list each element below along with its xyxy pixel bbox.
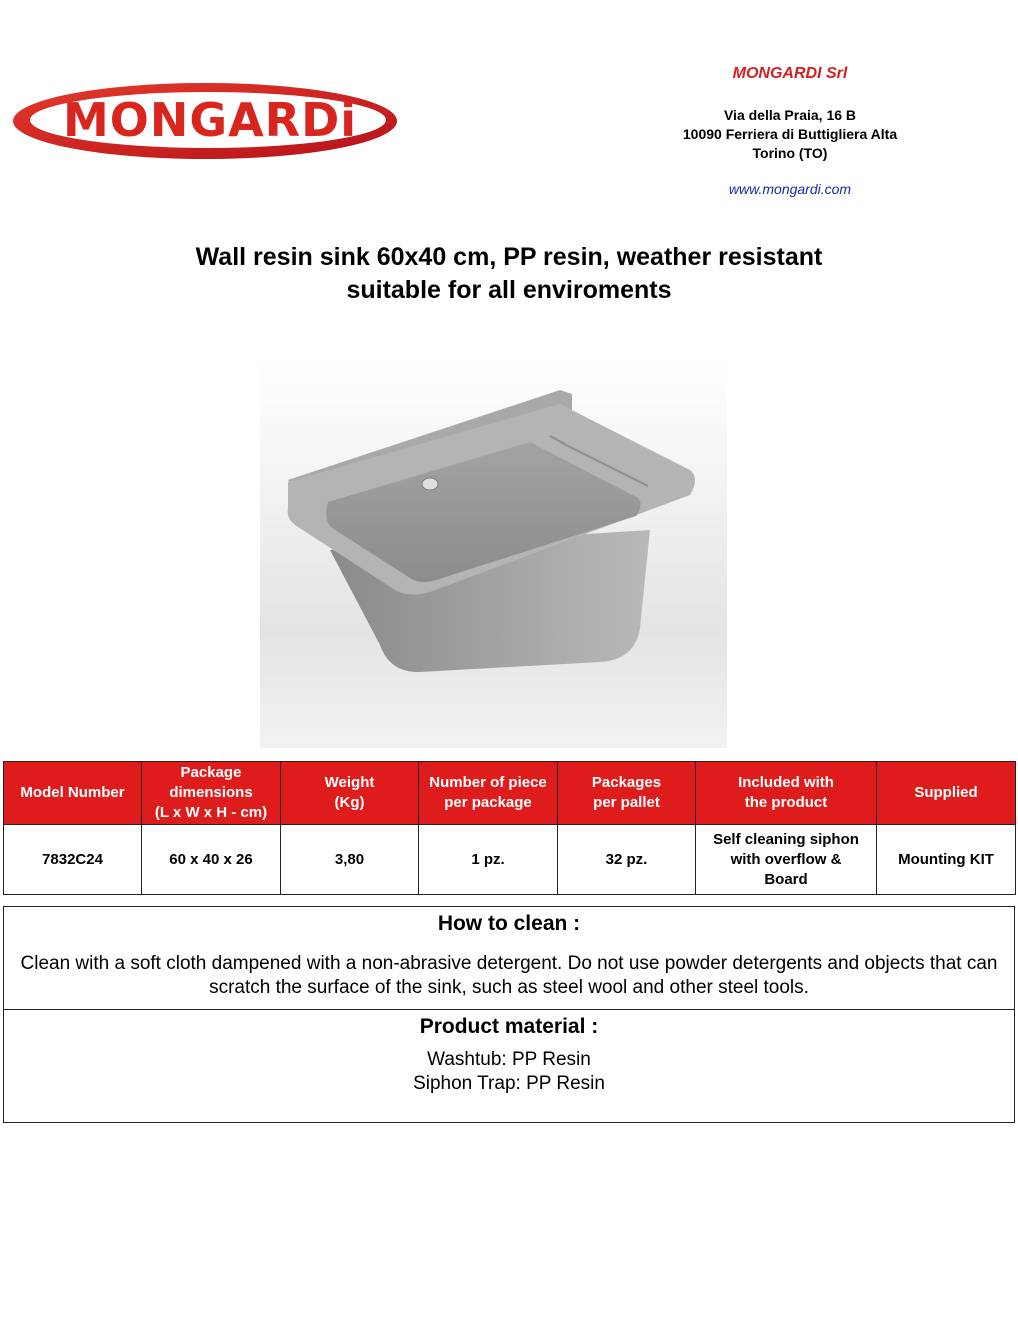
product-title-line-1: Wall resin sink 60x40 cm, PP resin, weather resistant [195,243,823,271]
header-packages-per-pallet: Packages per pallet [558,762,696,825]
cleaning-text: Clean with a soft cloth dampened with a non-abrasive detergent. Do not use powder detergents and objects that can scratch the surface of the sink, such as steel wool and other steel tools. [20,953,998,998]
spec-table [3,761,1016,895]
header-supplied: Supplied [877,762,1016,825]
table-row [4,825,1016,895]
cleaning-heading: How to clean : [437,912,581,935]
spec-table-header-row [4,762,1016,825]
logo-wordmark: MONGARDi [62,93,358,147]
sink-product-image [260,360,727,748]
company-name: MONGARDI Srl [732,65,848,82]
header-pieces-per-package: Number of piece per package [419,762,558,825]
material-line-washtub: Washtub: PP Resin [427,1049,591,1070]
header-weight: Weight (Kg) [281,762,419,825]
header-model-number: Model Number [4,762,142,825]
cell-pieces-per-package: 1 pz. [419,825,558,895]
cell-included: Self cleaning siphon with overflow & Board [696,825,877,895]
address-line-2: 10090 Ferriera di Buttigliera Alta [682,126,898,142]
website-link[interactable]: www.mongardi.com [728,181,852,197]
header-package-dimensions: Package dimensions (L x W x H - cm) [142,762,281,825]
cell-package-dimensions: 60 x 40 x 26 [142,825,281,895]
mongardi-logo [10,80,400,162]
cell-weight: 3,80 [281,825,419,895]
cell-supplied: Mounting KIT [877,825,1016,895]
material-heading: Product material : [419,1015,599,1038]
cell-model-number: 7832C24 [4,825,142,895]
header-included: Included with the product [696,762,877,825]
divider [4,1009,1014,1010]
material-line-siphon: Siphon Trap: PP Resin [413,1073,605,1094]
address-line-3: Torino (TO) [752,145,828,161]
cell-packages-per-pallet: 32 pz. [558,825,696,895]
address-line-1: Via della Praia, 16 B [723,107,857,123]
product-title-line-2: suitable for all enviroments [346,276,672,304]
info-box [3,906,1015,1123]
